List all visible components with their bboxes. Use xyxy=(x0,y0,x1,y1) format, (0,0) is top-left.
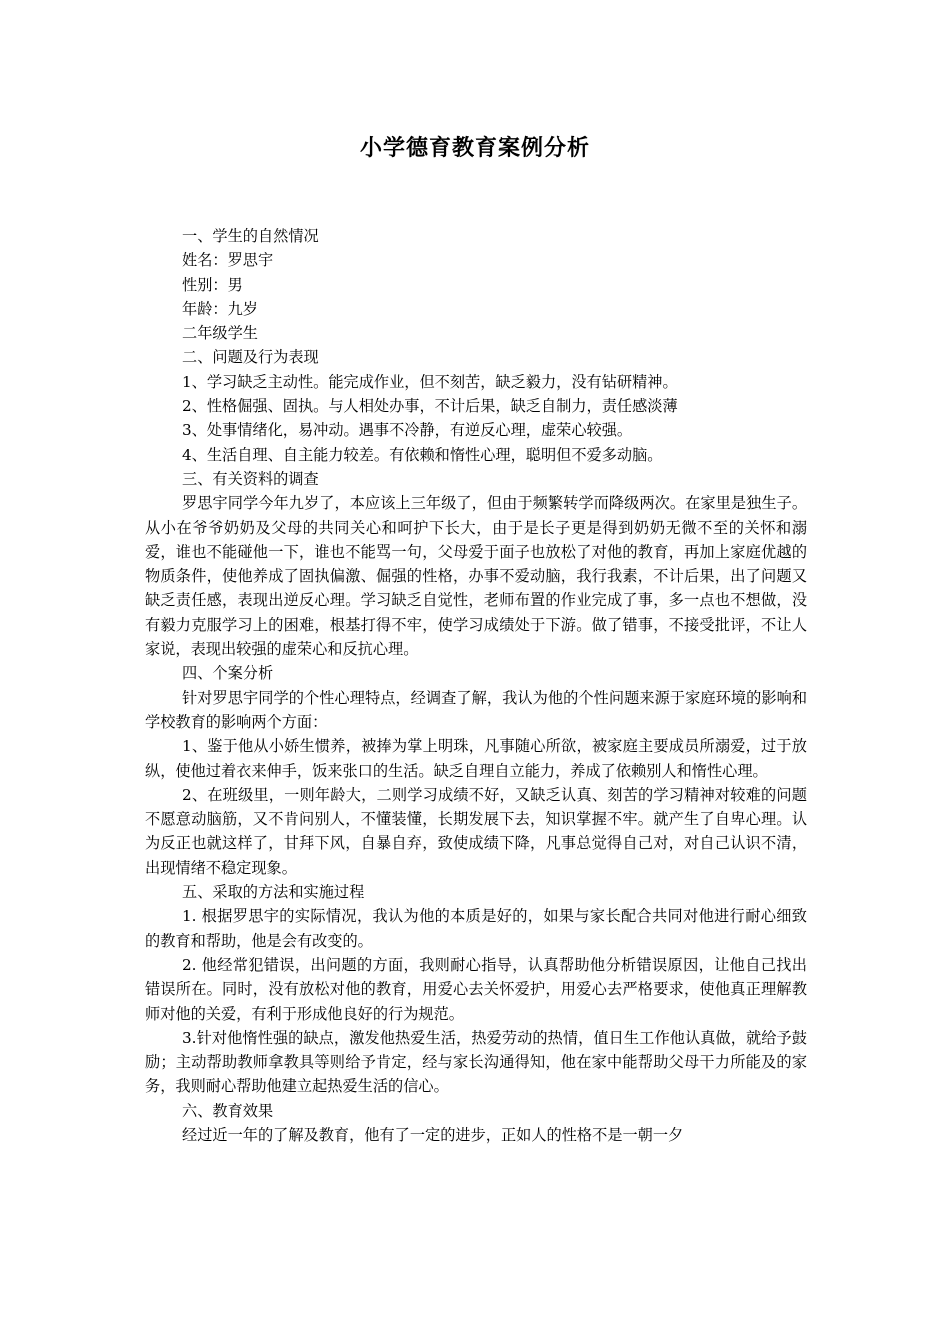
problem-item-3: 3、处事情绪化，易冲动。遇事不冷静，有逆反心理，虚荣心较强。 xyxy=(182,421,633,440)
effect-paragraph: 经过近一年的了解及教育，他有了一定的进步，正如人的性格不是一朝一夕 xyxy=(182,1125,684,1144)
section-heading-3: 三、有关资料的调查 xyxy=(182,469,319,488)
problem-item-2: 2、性格倔强、固执。与人相处办事，不计后果，缺乏自制力，责任感淡薄 xyxy=(182,397,678,416)
problem-item-4: 4、生活自理、自主能力较差。有依赖和惰性心理，聪明但不爱多动脑。 xyxy=(182,445,663,464)
analysis-item-2: 2、在班级里，一则年龄大，二则学习成绩不好，又缺乏认真、刻苦的学习精神对较难的问题不愿意动脑筋，又不肯问别人，不懂装懂，长期发展下去，知识掌握不牢。就产生了自卑心理。认为反正也就这样了，甘拜下风，自暴自弃，致使成绩下降，凡事总觉得自己对，对自己认识不清，出现情绪不稳定现象。 xyxy=(145,785,807,877)
analysis-intro-paragraph: 针对罗思宇同学的个性心理特点，经调查了解，我认为他的个性问题来源于家庭环境的影响和学校教育的影响两个方面： xyxy=(145,688,807,731)
section-heading-6: 六、教育效果 xyxy=(182,1101,274,1120)
section-heading-2: 二、问题及行为表现 xyxy=(182,348,319,367)
investigation-paragraph: 罗思宇同学今年九岁了，本应该上三年级了，但由于频繁转学而降级两次。在家里是独生子。从小在爷爷奶奶及父母的共同关心和呵护下长大，由于是长子更是得到奶奶无微不至的关怀和溺爱，谁也不能碰他一下，谁也不能骂一句，父母爱于面子也放松了对他的教育，再加上家庭优越的物质条件，使他养成了固执偏激、倔强的性格，办事不爱动脑，我行我素，不计后果，出了问题又缺乏责任感，表现出逆反心理。学习缺乏自觉性，老师布置的作业完成了事，多一点也不想做，没有毅力克服学习上的困难，根基打得不牢，使学习成绩处于下游。做了错事，不接受批评，不让人家说，表现出较强的虚荣心和反抗心理。 xyxy=(145,494,807,659)
method-item-1: 1. 根据罗思宇的实际情况，我认为他的本质是好的，如果与家长配合共同对他进行耐心细致的教育和帮助，他是会有改变的。 xyxy=(145,907,807,950)
info-age: 年龄：九岁 xyxy=(182,299,258,318)
problem-item-1: 1、学习缺乏主动性。能完成作业，但不刻苦，缺乏毅力，没有钻研精神。 xyxy=(182,372,678,391)
section-heading-4: 四、个案分析 xyxy=(182,664,274,683)
document-title: 小学德育教育案例分析 xyxy=(359,136,590,161)
info-name: 姓名：罗思宇 xyxy=(182,251,274,270)
document-body xyxy=(145,224,807,1147)
section-heading-1: 一、学生的自然情况 xyxy=(182,227,319,245)
method-item-2: 2. 他经常犯错误，出问题的方面，我则耐心指导，认真帮助他分析错误原因，让他自己找出错误所在。同时，没有放松对他的教育，用爱心去关怀爱护，用爱心去严格要求，使他真正理解教师对他的关爱，有利于形成他良好的行为规范。 xyxy=(145,955,807,1023)
info-gender: 性别：男 xyxy=(182,275,243,294)
analysis-item-1: 1、鉴于他从小娇生惯养，被捧为掌上明珠，凡事随心所欲，被家庭主要成员所溺爱，过于放纵，使他过着衣来伸手，饭来张口的生活。缺乏自理自立能力，养成了依赖别人和惰性心理。 xyxy=(145,737,807,780)
info-grade: 二年级学生 xyxy=(182,324,258,343)
section-heading-5: 五、采取的方法和实施过程 xyxy=(182,883,365,902)
method-item-3: 3.针对他惰性强的缺点，激发他热爱生活，热爱劳动的热情，值日生工作他认真做，就给予鼓励；主动帮助教师拿教具等则给予肯定，经与家长沟通得知，他在家中能帮助父母干力所能及的家务，我则耐心帮助他建立起热爱生活的信心。 xyxy=(145,1028,807,1096)
